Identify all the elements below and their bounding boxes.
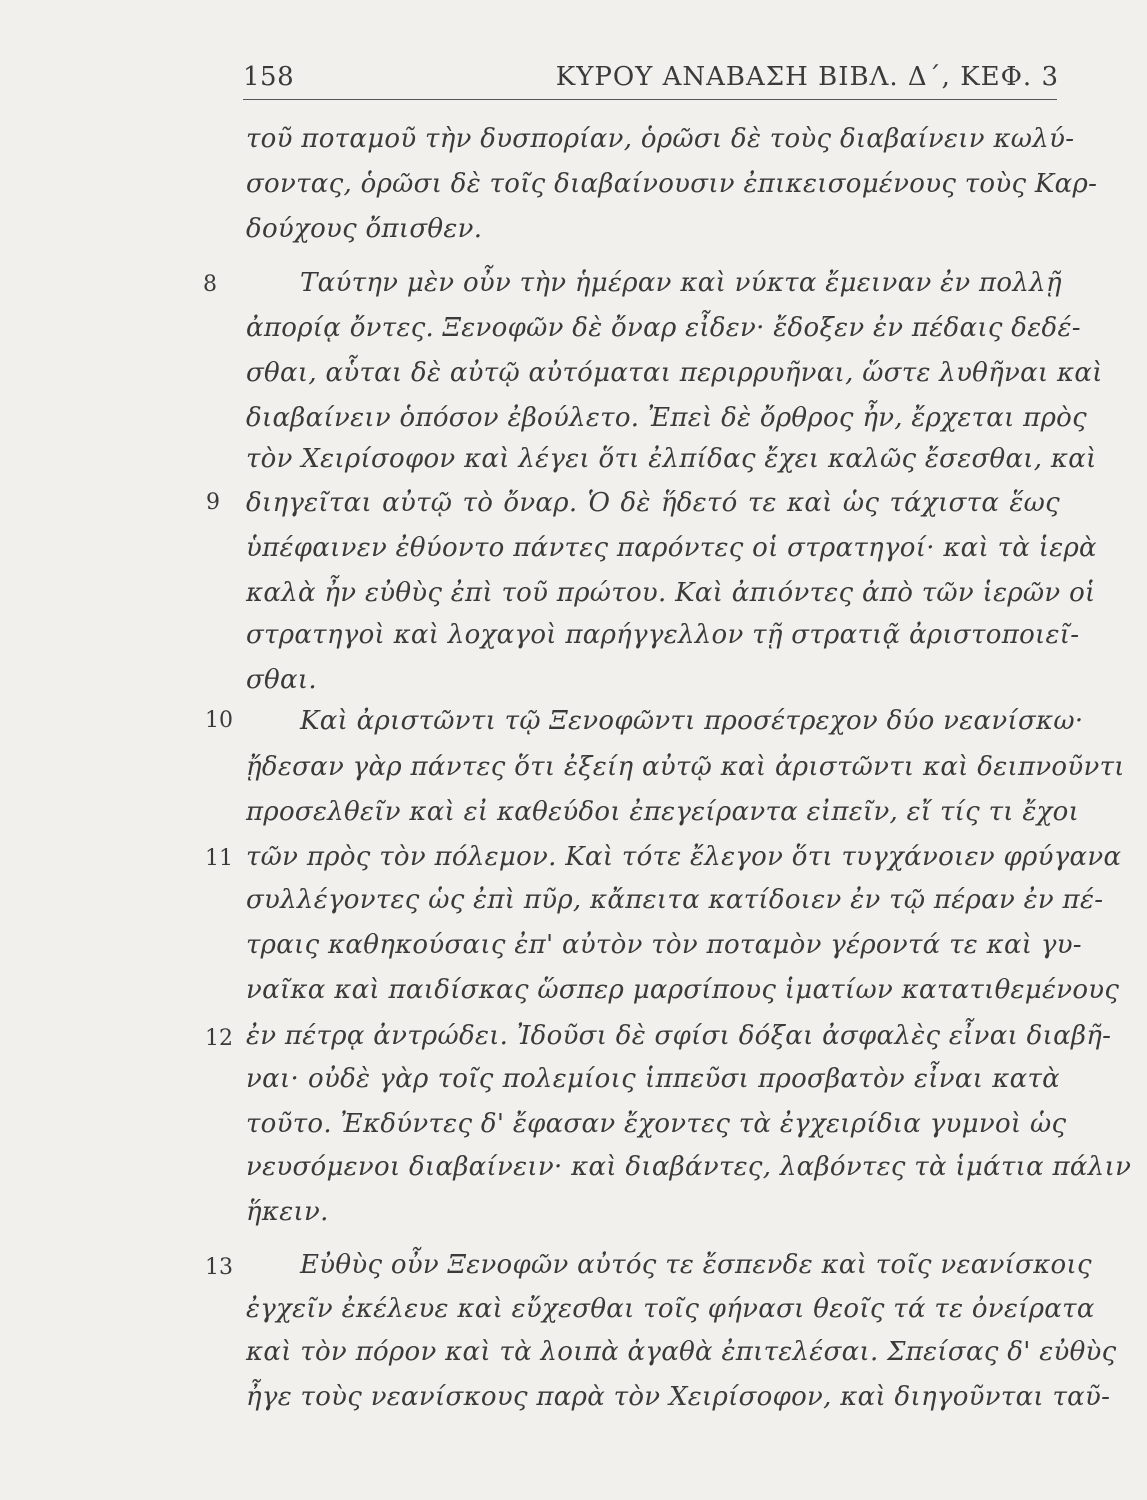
text-line: καλὰ ἦν εὐθὺς ἐπὶ τοῦ πρώτου. Καὶ ἀπιόντες ἀπὸ τῶν ἱερῶν οἱ	[246, 578, 1096, 608]
text-line: ἦγε τοὺς νεανίσκους παρὰ τὸν Χειρίσοφον, καὶ διηγοῦνται ταῦ-	[246, 1382, 1111, 1412]
text-line: τοῦτο. Ἐκδύντες δ' ἔφασαν ἔχοντες τὰ ἐγχειρίδια γυμνοὶ ὡς	[246, 1109, 1067, 1139]
text-line: τοῦ ποταμοῦ τὴν δυσπορίαν, ὁρῶσι δὲ τοὺς διαβαίνειν κωλύ-	[246, 124, 1075, 154]
text-line: ἀπορίᾳ ὄντες. Ξενοφῶν δὲ ὄναρ εἶδεν· ἔδοξεν ἐν πέδαις δεδέ-	[246, 313, 1081, 343]
text-line: καὶ τὸν πόρον καὶ τὰ λοιπὰ ἀγαθὰ ἐπιτελέσαι. Σπείσας δ' εὐθὺς	[246, 1337, 1117, 1367]
section-number: 10	[205, 708, 233, 733]
header-rule	[243, 99, 1057, 100]
section-number: 11	[205, 846, 233, 871]
text-line: δούχους ὄπισθεν.	[246, 214, 483, 244]
text-line: νευσόμενοι διαβαίνειν· καὶ διαβάντες, λαβόντες τὰ ἱμάτια πάλιν	[246, 1152, 1132, 1182]
text-line: στρατηγοὶ καὶ λοχαγοὶ παρήγγελλον τῇ στρατιᾷ ἀριστοποιεῖ-	[246, 620, 1080, 650]
page-number: 158	[243, 62, 295, 92]
text-line: ᾔδεσαν γὰρ πάντες ὅτι ἐξείη αὐτῷ καὶ ἀριστῶντι καὶ δειπνοῦντι	[246, 752, 1125, 782]
section-number: 8	[203, 272, 217, 297]
text-line: ναῖκα καὶ παιδίσκας ὥσπερ μαρσίπους ἱματίων κατατιθεμένους	[246, 975, 1120, 1005]
text-line: διηγεῖται αὐτῷ τὸ ὄναρ. Ὁ δὲ ἥδετό τε καὶ ὡς τάχιστα ἕως	[246, 488, 1060, 518]
text-line: συλλέγοντες ὡς ἐπὶ πῦρ, κἄπειτα κατίδοιεν ἐν τῷ πέραν ἐν πέ-	[246, 885, 1104, 915]
running-head: ΚΥΡΟΥ ΑΝΑΒΑΣΗ ΒΙΒΛ. Δ΄, ΚΕΦ. 3	[555, 62, 1059, 92]
section-number: 9	[206, 490, 220, 515]
text-line: σθαι, αὗται δὲ αὐτῷ αὐτόμαται περιρρυῆναι, ὥστε λυθῆναι καὶ	[246, 358, 1103, 388]
text-line: ὑπέφαινεν ἐθύοντο πάντες παρόντες οἱ στρατηγοί· καὶ τὰ ἱερὰ	[246, 533, 1097, 563]
text-line: τραις καθηκούσαις ἐπ' αὐτὸν τὸν ποταμὸν γέροντά τε καὶ γυ-	[246, 930, 1082, 960]
section-number: 13	[205, 1255, 233, 1280]
text-line: Ταύτην μὲν οὖν τὴν ἡμέραν καὶ νύκτα ἔμειναν ἐν πολλῇ	[300, 268, 1062, 298]
text-line: ναι· οὐδὲ γὰρ τοῖς πολεμίοις ἱππεῦσι προσβατὸν εἶναι κατὰ	[246, 1064, 1060, 1094]
text-line: τὸν Χειρίσοφον καὶ λέγει ὅτι ἐλπίδας ἔχει καλῶς ἔσεσθαι, καὶ	[246, 444, 1097, 474]
text-line: προσελθεῖν καὶ εἰ καθεύδοι ἐπεγείραντα εἰπεῖν, εἴ τίς τι ἔχοι	[246, 797, 1080, 827]
section-number: 12	[205, 1026, 233, 1051]
text-line: Καὶ ἀριστῶντι τῷ Ξενοφῶντι προσέτρεχον δύο νεανίσκω·	[300, 706, 1084, 736]
text-line: ἐγχεῖν ἐκέλευε καὶ εὔχεσθαι τοῖς φήνασι θεοῖς τά τε ὀνείρατα	[246, 1294, 1095, 1324]
text-line: διαβαίνειν ὁπόσον ἐβούλετο. Ἐπεὶ δὲ ὄρθρος ἦν, ἔρχεται πρὸς	[246, 403, 1087, 433]
text-line: τῶν πρὸς τὸν πόλεμον. Καὶ τότε ἔλεγον ὅτι τυγχάνοιεν φρύγανα	[246, 842, 1122, 872]
text-line: σθαι.	[246, 665, 317, 695]
text-line: ἐν πέτρᾳ ἀντρώδει. Ἰδοῦσι δὲ σφίσι δόξαι ἀσφαλὲς εἶναι διαβῆ-	[246, 1021, 1112, 1051]
text-line: σοντας, ὁρῶσι δὲ τοῖς διαβαίνουσιν ἐπικεισομένους τοὺς Καρ-	[246, 169, 1098, 199]
text-line: ἥκειν.	[246, 1197, 329, 1227]
text-line: Εὐθὺς οὖν Ξενοφῶν αὐτός τε ἔσπενδε καὶ τοῖς νεανίσκοις	[300, 1250, 1092, 1280]
